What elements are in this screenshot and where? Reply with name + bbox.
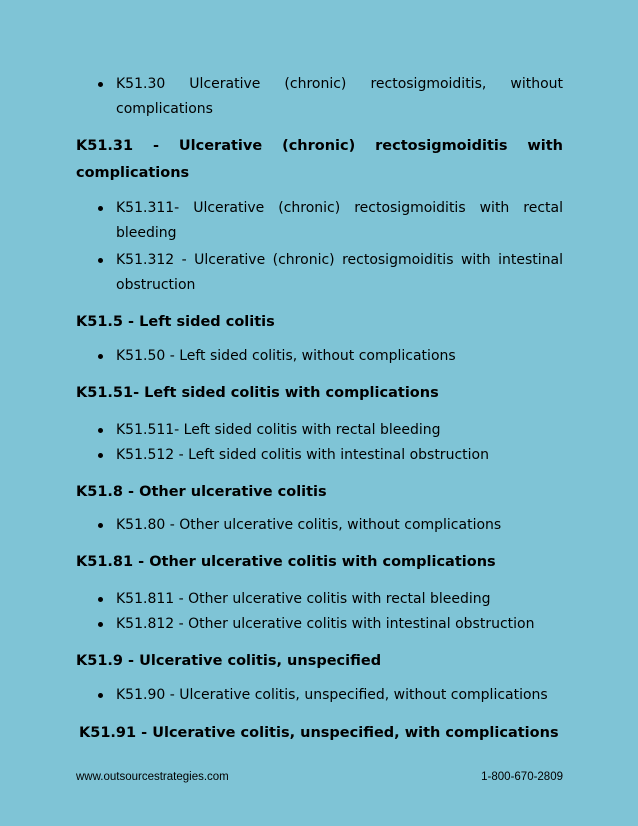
list-item-text: K51.90 - Ulcerative colitis, unspecified, without complications <box>116 687 548 703</box>
list-item <box>76 612 563 637</box>
section-heading: K51.5 - Left sided colitis <box>76 314 275 330</box>
bullet-icon <box>98 354 103 359</box>
bullet-list <box>76 683 563 708</box>
section-heading: K51.31 - Ulcerative (chronic) rectosigmoiditis with complications <box>76 138 563 181</box>
list-item <box>76 248 563 298</box>
bullet-icon <box>98 428 103 433</box>
list-item <box>76 443 563 468</box>
list-item-text: K51.811 - Other ulcerative colitis with rectal bleeding <box>116 591 491 607</box>
bullet-icon <box>98 82 103 87</box>
bullet-icon <box>98 453 103 458</box>
list-item <box>76 418 563 443</box>
bullet-icon <box>98 693 103 698</box>
bullet-list <box>76 513 563 538</box>
list-item <box>76 513 563 538</box>
list-item <box>76 344 563 369</box>
list-item-text: K51.30 Ulcerative (chronic) rectosigmoiditis, without complications <box>116 76 563 117</box>
section-heading: K51.51- Left sided colitis with complications <box>76 385 439 401</box>
section-heading: K51.8 - Other ulcerative colitis <box>76 484 327 500</box>
page-footer <box>76 771 563 783</box>
list-item-text: K51.512 - Left sided colitis with intestinal obstruction <box>116 447 489 463</box>
section-heading: K51.9 - Ulcerative colitis, unspecified <box>76 653 382 669</box>
list-item <box>76 587 563 612</box>
bullet-list <box>76 418 563 468</box>
section-heading: K51.81 - Other ulcerative colitis with complications <box>76 554 496 570</box>
bullet-icon <box>98 523 103 528</box>
list-item-text: K51.311- Ulcerative (chronic) rectosigmoiditis with rectal bleeding <box>116 200 563 241</box>
footer-phone: 1-800-670-2809 <box>481 771 563 783</box>
list-item-text: K51.80 - Other ulcerative colitis, without complications <box>116 517 502 533</box>
list-item <box>76 72 563 122</box>
section-heading: K51.91 - Ulcerative colitis, unspecified, with complications <box>79 725 559 741</box>
footer-website: www.outsourcestrategies.com <box>76 771 229 783</box>
bullet-icon <box>98 597 103 602</box>
bullet-icon <box>98 206 103 211</box>
bullet-icon <box>98 622 103 627</box>
bullet-list <box>76 72 563 122</box>
list-item <box>76 683 563 708</box>
list-item-text: K51.312 - Ulcerative (chronic) rectosigmoiditis with intestinal obstruction <box>116 252 563 293</box>
list-item-text: K51.511- Left sided colitis with rectal bleeding <box>116 422 441 438</box>
list-item-text: K51.812 - Other ulcerative colitis with intestinal obstruction <box>116 616 535 632</box>
bullet-list <box>76 196 563 298</box>
bullet-icon <box>98 258 103 263</box>
list-item <box>76 196 563 246</box>
bullet-list <box>76 344 563 369</box>
bullet-list <box>76 587 563 637</box>
list-item-text: K51.50 - Left sided colitis, without complications <box>116 348 456 364</box>
